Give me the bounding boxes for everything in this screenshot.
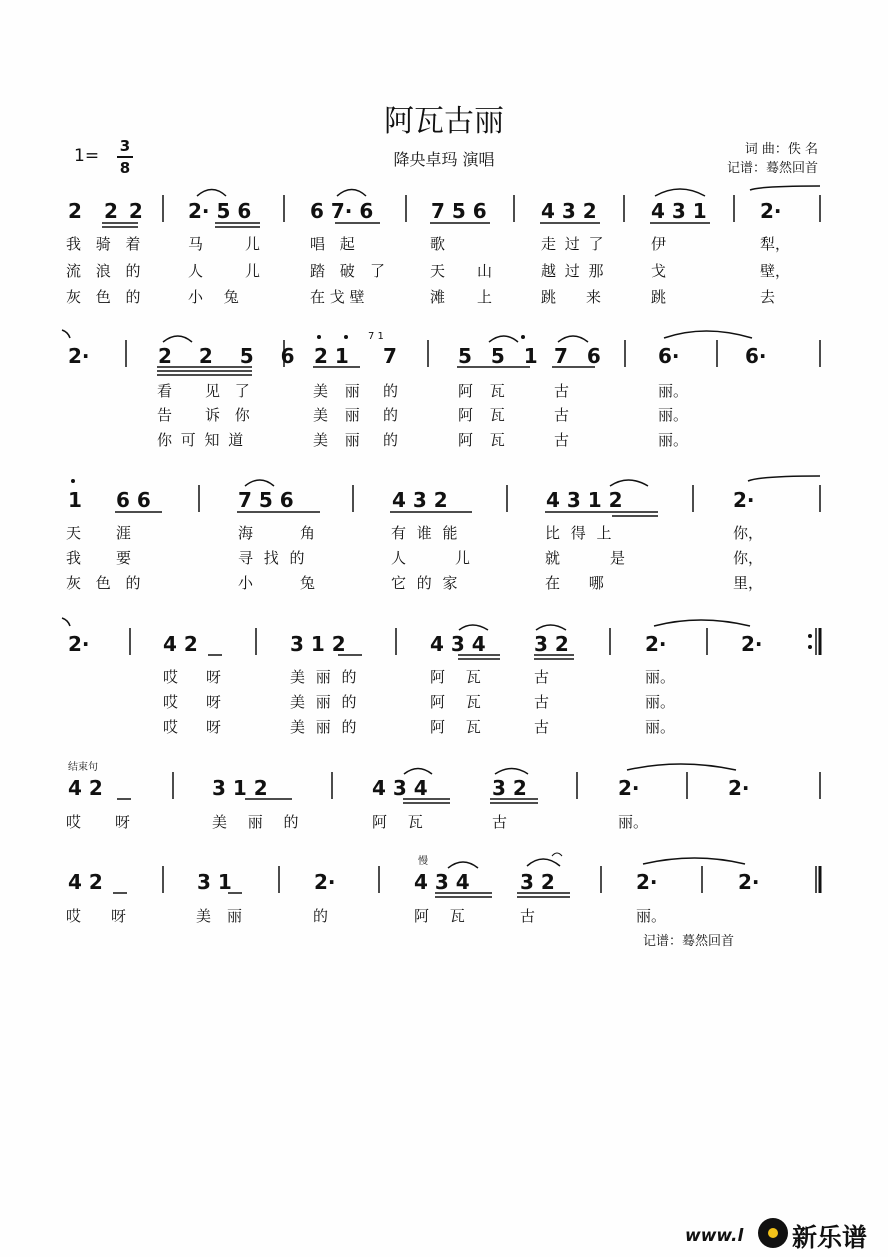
lyric: 在 哪 bbox=[545, 574, 616, 592]
note: 2· bbox=[636, 870, 658, 894]
lyric: 古 bbox=[554, 431, 570, 449]
lyric: 歌 bbox=[430, 235, 446, 253]
lyric: 古 bbox=[534, 718, 550, 736]
time-signature-top: 3 bbox=[119, 137, 131, 155]
lyric: 呀 bbox=[206, 693, 222, 711]
grace-note: 7 1 bbox=[368, 331, 384, 342]
note: 7 6 bbox=[554, 344, 607, 368]
note: 2 1 bbox=[314, 344, 349, 368]
note: 4 2 bbox=[163, 632, 198, 656]
lyric: 比 得 上 bbox=[545, 524, 615, 542]
note: 3 1 2 bbox=[290, 632, 346, 656]
note: 4 2 bbox=[68, 870, 103, 894]
lyric: 阿 瓦 bbox=[458, 431, 511, 449]
lyric: 美 丽 的 bbox=[290, 718, 360, 736]
lyric: 里， bbox=[733, 574, 764, 592]
lyric: 古 bbox=[520, 907, 536, 925]
lyric: 美 丽 的 bbox=[290, 693, 360, 711]
lyric: 戈 bbox=[651, 262, 667, 280]
lyric: 丽。 bbox=[658, 382, 689, 400]
lyric: 丽。 bbox=[658, 406, 689, 424]
lyric: 越 过 那 bbox=[541, 262, 606, 280]
lyric: 去 bbox=[760, 288, 776, 306]
lyric: 壁， bbox=[760, 262, 791, 280]
note: 3 1 bbox=[197, 870, 232, 894]
transcriber-credit: 记谱：蓦然回首 bbox=[726, 161, 818, 176]
lyric: 角 bbox=[300, 524, 316, 542]
note: 3 2 bbox=[520, 870, 555, 894]
note: 7 5 6 bbox=[431, 199, 487, 223]
lyric: 跳 bbox=[651, 288, 667, 306]
note: 2· bbox=[738, 870, 760, 894]
lyric: 跳 bbox=[541, 288, 557, 306]
lyric: 丽。 bbox=[645, 693, 676, 711]
lyrics-music-credit: 词 曲：佚 名 bbox=[744, 142, 818, 157]
lyric: 灰 色 的 bbox=[66, 288, 146, 306]
lyric: 古 bbox=[534, 693, 550, 711]
lyric: 诉 你 bbox=[205, 406, 255, 424]
lyric: 美 丽 的 bbox=[290, 668, 360, 686]
lyric: 古 bbox=[554, 382, 570, 400]
note: 2· bbox=[68, 632, 90, 656]
lyric: 古 bbox=[492, 813, 508, 831]
lyric: 兔 bbox=[300, 574, 316, 592]
lyric: 阿 瓦 bbox=[430, 668, 489, 686]
lyric: 它 的 家 bbox=[391, 574, 461, 592]
lyric: 你 可 知 道 bbox=[157, 431, 246, 449]
lyric: 儿 bbox=[455, 549, 471, 567]
note: 4 3 4 bbox=[414, 870, 470, 894]
note: 1 bbox=[68, 488, 82, 512]
note: 3 2 bbox=[534, 632, 569, 656]
lyric: 美 丽 bbox=[313, 382, 366, 400]
lyric: 哎 bbox=[163, 718, 179, 736]
singer: 降央卓玛 演唱 bbox=[393, 150, 495, 169]
note: 4 3 2 bbox=[541, 199, 597, 223]
lyric: 小 bbox=[238, 574, 254, 592]
note: 2· bbox=[645, 632, 667, 656]
lyric: 海 bbox=[238, 524, 254, 542]
note: 6 7· 6 bbox=[310, 199, 374, 223]
lyric: 的 bbox=[383, 406, 399, 424]
lyric: 涯 bbox=[116, 524, 132, 542]
lyric: 美 丽 的 bbox=[212, 813, 307, 831]
key-signature: 1= bbox=[74, 146, 100, 166]
lyric: 人 bbox=[188, 262, 204, 280]
note: 2· bbox=[314, 870, 336, 894]
note: 7 5 6 bbox=[238, 488, 294, 512]
lyric: 丽。 bbox=[636, 907, 667, 925]
lyric: 是 bbox=[610, 549, 626, 567]
lyric: 小 兔 bbox=[188, 288, 247, 306]
lyric: 哎 bbox=[163, 693, 179, 711]
note: 3 1 2 bbox=[212, 776, 268, 800]
lyric: 美 丽 bbox=[313, 406, 366, 424]
lyric: 山 bbox=[477, 262, 493, 280]
lyric: 呀 bbox=[111, 907, 127, 925]
lyric: 的 bbox=[383, 431, 399, 449]
lyric: 阿 瓦 bbox=[458, 406, 511, 424]
lyric: 要 bbox=[116, 549, 132, 567]
slow-label: 慢 bbox=[418, 856, 428, 867]
lyric: 马 bbox=[188, 235, 204, 253]
lyric: 来 bbox=[586, 288, 602, 306]
lyric: 丽。 bbox=[645, 668, 676, 686]
lyric: 流 浪 的 bbox=[66, 262, 146, 280]
lyric: 你， bbox=[733, 524, 764, 542]
lyric: 丽。 bbox=[658, 431, 689, 449]
lyric: 在 戈 壁 bbox=[310, 288, 365, 306]
note: 7 bbox=[383, 344, 397, 368]
record-disc-icon bbox=[758, 1218, 788, 1248]
lyric: 天 bbox=[430, 262, 446, 280]
lyric: 呀 bbox=[115, 813, 131, 831]
lyric: 古 bbox=[554, 406, 570, 424]
lyric: 美 bbox=[196, 907, 212, 925]
note: 2 2 5 6 bbox=[158, 344, 305, 368]
note: 2 bbox=[68, 199, 82, 223]
lyric: 丽。 bbox=[618, 813, 649, 831]
lyric: 呀 bbox=[206, 668, 222, 686]
lyric: 丽 bbox=[227, 907, 243, 925]
lyric: 哎 bbox=[66, 813, 82, 831]
lyric: 伊 bbox=[651, 235, 667, 253]
lyric: 天 bbox=[66, 524, 82, 542]
lyric: 看 bbox=[157, 382, 173, 400]
ending-label: 结束句 bbox=[68, 762, 98, 773]
footer-transcriber: 记谱：蓦然回首 bbox=[643, 934, 735, 949]
note: 2· bbox=[733, 488, 755, 512]
note: 4 3 2 bbox=[392, 488, 448, 512]
lyric: 有 谁 能 bbox=[391, 524, 461, 542]
lyric: 犁， bbox=[760, 235, 791, 253]
lyric: 阿 瓦 bbox=[458, 382, 511, 400]
site-url[interactable]: www.l bbox=[685, 1226, 744, 1246]
lyric: 的 bbox=[313, 907, 329, 925]
lyric: 古 bbox=[534, 668, 550, 686]
note: 3 2 bbox=[492, 776, 527, 800]
lyric: 阿 瓦 bbox=[372, 813, 431, 831]
lyric: 见 了 bbox=[205, 382, 255, 400]
note: 6· bbox=[745, 344, 767, 368]
lyric: 就 bbox=[545, 549, 561, 567]
song-title: 阿瓦古丽 bbox=[384, 104, 504, 139]
note: 4 3 1 2 bbox=[546, 488, 623, 512]
lyric: 你， bbox=[733, 549, 764, 567]
note: 5 5 1 bbox=[458, 344, 544, 368]
lyric: 呀 bbox=[206, 718, 222, 736]
note: 2· bbox=[760, 199, 782, 223]
site-logo[interactable]: 新乐谱 bbox=[792, 1223, 868, 1252]
lyric: 丽。 bbox=[645, 718, 676, 736]
lyric: 阿 瓦 bbox=[430, 693, 489, 711]
note: 2· 5 6 bbox=[188, 199, 252, 223]
note: 2· bbox=[68, 344, 90, 368]
lyric: 哎 bbox=[66, 907, 82, 925]
lyric: 的 bbox=[383, 382, 399, 400]
note: 4 3 4 bbox=[372, 776, 428, 800]
lyric: 告 bbox=[157, 406, 173, 424]
lyric: 哎 bbox=[163, 668, 179, 686]
lyric: 儿 bbox=[245, 235, 261, 253]
lyric: 上 bbox=[477, 288, 493, 306]
lyric: 灰 色 的 bbox=[66, 574, 146, 592]
lyric: 美 丽 bbox=[313, 431, 366, 449]
lyric: 我 bbox=[66, 549, 82, 567]
note: 2 2 bbox=[104, 199, 145, 223]
note: 4 3 1 bbox=[651, 199, 707, 223]
note: 2· bbox=[618, 776, 640, 800]
lyric: 踏 破 bbox=[310, 262, 360, 280]
note: 6· bbox=[658, 344, 680, 368]
lyric: 阿 瓦 bbox=[414, 907, 473, 925]
lyric: 滩 bbox=[430, 288, 446, 306]
note: 6 6 bbox=[116, 488, 151, 512]
lyric: 阿 瓦 bbox=[430, 718, 489, 736]
note: 4 3 4 bbox=[430, 632, 486, 656]
lyric: 人 bbox=[391, 549, 407, 567]
lyric: 寻 找 的 bbox=[238, 549, 308, 567]
lyric: 唱 起 bbox=[310, 235, 360, 253]
lyric: 了 bbox=[370, 262, 386, 280]
note: 2· bbox=[728, 776, 750, 800]
lyric: 我 骑 着 bbox=[66, 235, 146, 253]
note: 2· bbox=[741, 632, 763, 656]
time-signature-bottom: 8 bbox=[119, 158, 131, 177]
note: 4 2 bbox=[68, 776, 103, 800]
lyric: 走 过 了 bbox=[541, 235, 606, 253]
lyric: 儿 bbox=[245, 262, 261, 280]
